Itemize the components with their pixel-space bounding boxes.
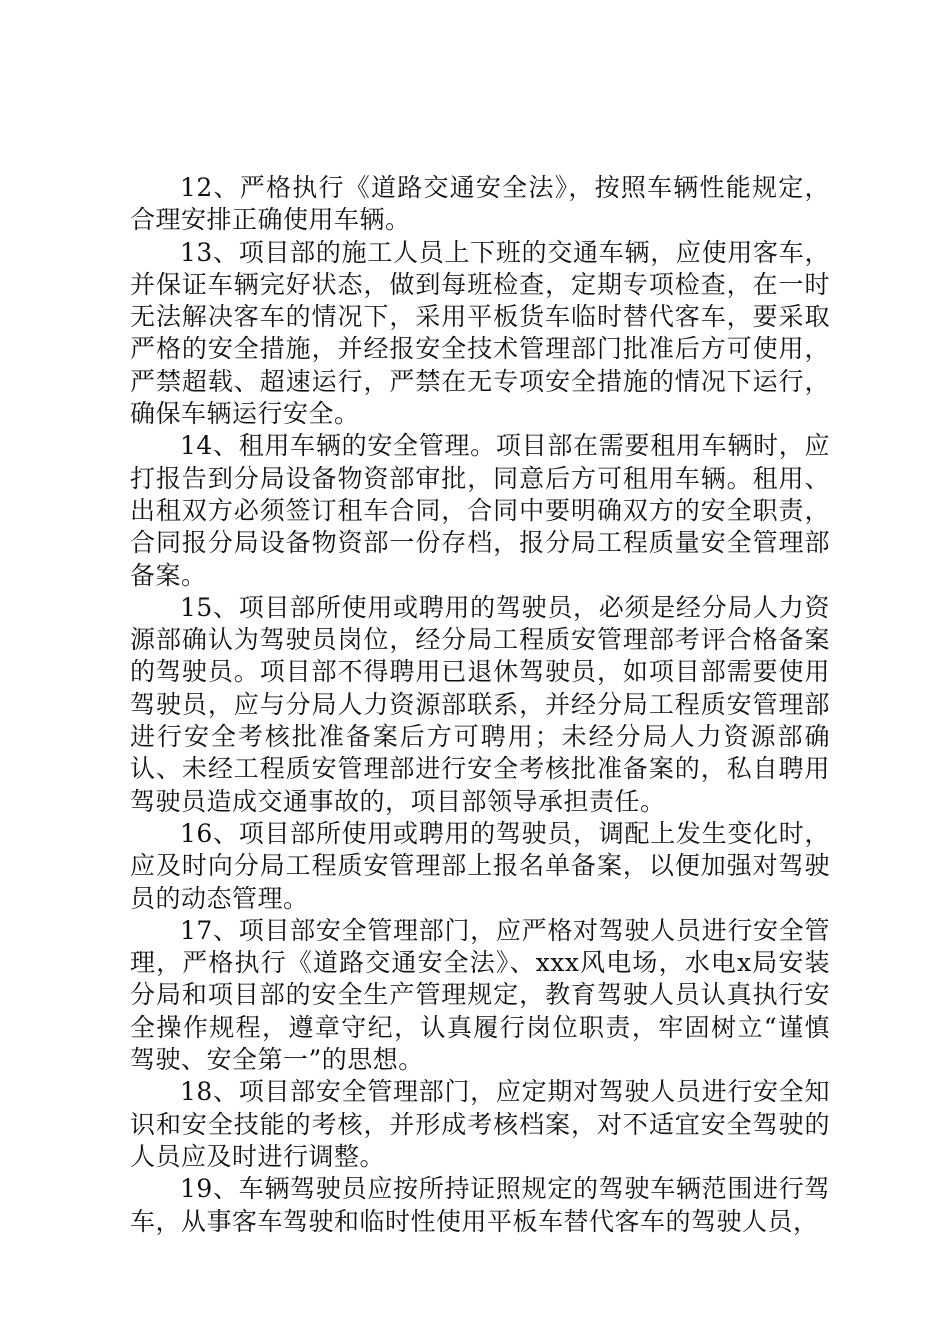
paragraph-15: 15、项目部所使用或聘用的驾驶员，必须是经分局人力资源部确认为驾驶员岗位，经分局工程质安管理部考评合格备案的驾驶员。项目部不得聘用已退休驾驶员，如项目部需要使用驾驶员，应与分局人力资源部联系，并经分局工程质安管理部进行安全考核批准备案后方可聘用；未经分局人力资源部确认、未经工程质安管理部进行安全考核批准备案的，私自聘用驾驶员造成交通事故的，项目部领导承担责任。 <box>130 592 830 816</box>
paragraph-18: 18、项目部安全管理部门，应定期对驾驶人员进行安全知识和安全技能的考核，并形成考核档案，对不适宜安全驾驶的人员应及时进行调整。 <box>130 1077 830 1171</box>
document-body <box>130 172 830 1238</box>
paragraph-16: 16、项目部所使用或聘用的驾驶员，调配上发生变化时，应及时向分局工程质安管理部上报名单备案，以便加强对驾驶员的动态管理。 <box>130 818 830 913</box>
paragraph-19: 19、车辆驾驶员应按所持证照规定的驾驶车辆范围进行驾车，从事客车驾驶和临时性使用平板车替代客车的驾驶人员， <box>130 1174 830 1236</box>
paragraph-14: 14、租用车辆的安全管理。项目部在需要租用车辆时，应打报告到分局设备物资部审批，同意后方可租用车辆。租用、出租双方必须签订租车合同，合同中要明确双方的安全职责，合同报分局设备物资部一份存档，报分局工程质量安全管理部备案。 <box>130 431 830 590</box>
paragraph-17: 17、项目部安全管理部门，应严格对驾驶人员进行安全管理，严格执行《道路交通安全法》、xxx风电场，水电x局安装分局和项目部的安全生产管理规定，教育驾驶人员认真执行安全操作规程，遵章守纪，认真履行岗位职责，牢固树立“谨慎驾驶、安全第一”的思想。 <box>130 915 830 1075</box>
paragraph-13: 13、项目部的施工人员上下班的交通车辆，应使用客车，并保证车辆完好状态，做到每班检查，定期专项检查，在一时无法解决客车的情况下，采用平板货车临时替代客车，要采取严格的安全措施，并经报安全技术管理部门批准后方可使用，严禁超载、超速运行，严禁在无专项安全措施的情况下运行，确保车辆运行安全。 <box>130 237 830 429</box>
paragraph-12: 12、严格执行《道路交通安全法》，按照车辆性能规定，合理安排正确使用车辆。 <box>130 173 830 235</box>
